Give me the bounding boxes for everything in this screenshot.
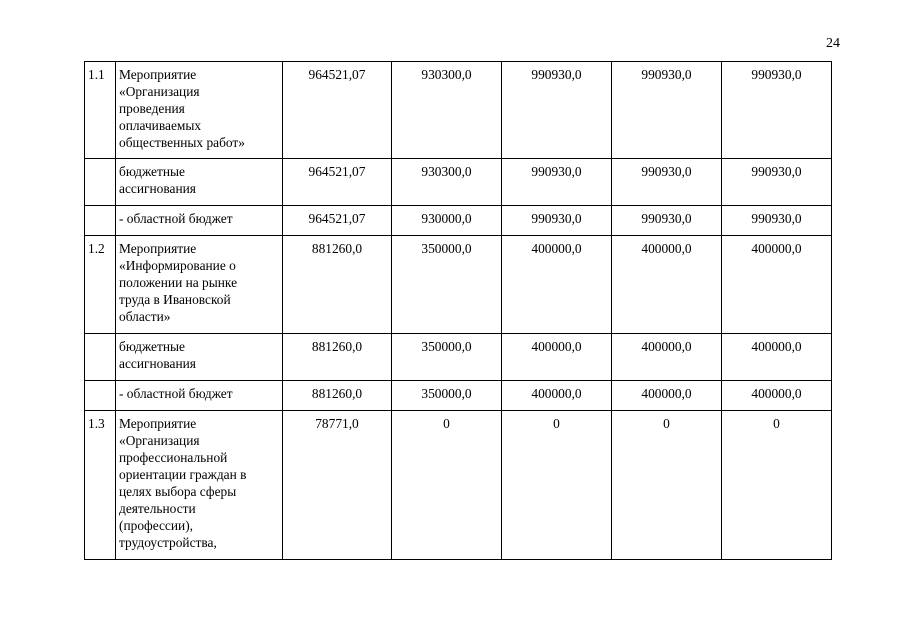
value-cell: 400000,0 (502, 236, 612, 334)
table-row (85, 381, 832, 411)
value-cell: 78771,0 (283, 411, 392, 560)
value-cell: 930300,0 (392, 159, 502, 206)
value-cell: 400000,0 (722, 334, 832, 381)
value-cell: 990930,0 (722, 62, 832, 159)
value-cell: 881260,0 (283, 334, 392, 381)
row-name: Мероприятие «Информирование о положении на рынке труда в Ивановской области» (116, 236, 283, 334)
value-cell: 0 (502, 411, 612, 560)
value-cell: 400000,0 (722, 381, 832, 411)
value-cell: 881260,0 (283, 236, 392, 334)
row-name: - областной бюджет (116, 206, 283, 236)
row-name: бюджетные ассигнования (116, 334, 283, 381)
row-number (85, 159, 116, 206)
table-row (85, 236, 832, 334)
value-cell: 990930,0 (722, 206, 832, 236)
page-number: 24 (826, 36, 840, 51)
value-cell: 350000,0 (392, 334, 502, 381)
row-number: 1.2 (85, 236, 116, 334)
row-number (85, 381, 116, 411)
value-cell: 0 (392, 411, 502, 560)
value-cell: 0 (612, 411, 722, 560)
value-cell: 930000,0 (392, 206, 502, 236)
value-cell: 400000,0 (502, 381, 612, 411)
row-number (85, 206, 116, 236)
value-cell: 350000,0 (392, 381, 502, 411)
value-cell: 881260,0 (283, 381, 392, 411)
row-name: Мероприятие «Организация профессиональной ориентации граждан в целях выбора сферы деятельности (профессии), трудоустройства, (116, 411, 283, 560)
value-cell: 400000,0 (612, 381, 722, 411)
value-cell: 990930,0 (502, 62, 612, 159)
value-cell: 930300,0 (392, 62, 502, 159)
row-number: 1.1 (85, 62, 116, 159)
table-row (85, 411, 832, 560)
value-cell: 990930,0 (502, 159, 612, 206)
value-cell: 964521,07 (283, 159, 392, 206)
value-cell: 400000,0 (612, 236, 722, 334)
row-name: - областной бюджет (116, 381, 283, 411)
value-cell: 0 (722, 411, 832, 560)
value-cell: 400000,0 (612, 334, 722, 381)
table-row (85, 206, 832, 236)
value-cell: 350000,0 (392, 236, 502, 334)
value-cell: 990930,0 (722, 159, 832, 206)
value-cell: 400000,0 (722, 236, 832, 334)
value-cell: 400000,0 (502, 334, 612, 381)
budget-table (84, 61, 832, 560)
value-cell: 964521,07 (283, 206, 392, 236)
row-name: бюджетные ассигнования (116, 159, 283, 206)
table-row (85, 159, 832, 206)
row-name: Мероприятие «Организация проведения оплачиваемых общественных работ» (116, 62, 283, 159)
row-number (85, 334, 116, 381)
table-row (85, 62, 832, 159)
value-cell: 990930,0 (502, 206, 612, 236)
value-cell: 990930,0 (612, 62, 722, 159)
table-row (85, 334, 832, 381)
value-cell: 990930,0 (612, 206, 722, 236)
value-cell: 964521,07 (283, 62, 392, 159)
value-cell: 990930,0 (612, 159, 722, 206)
row-number: 1.3 (85, 411, 116, 560)
